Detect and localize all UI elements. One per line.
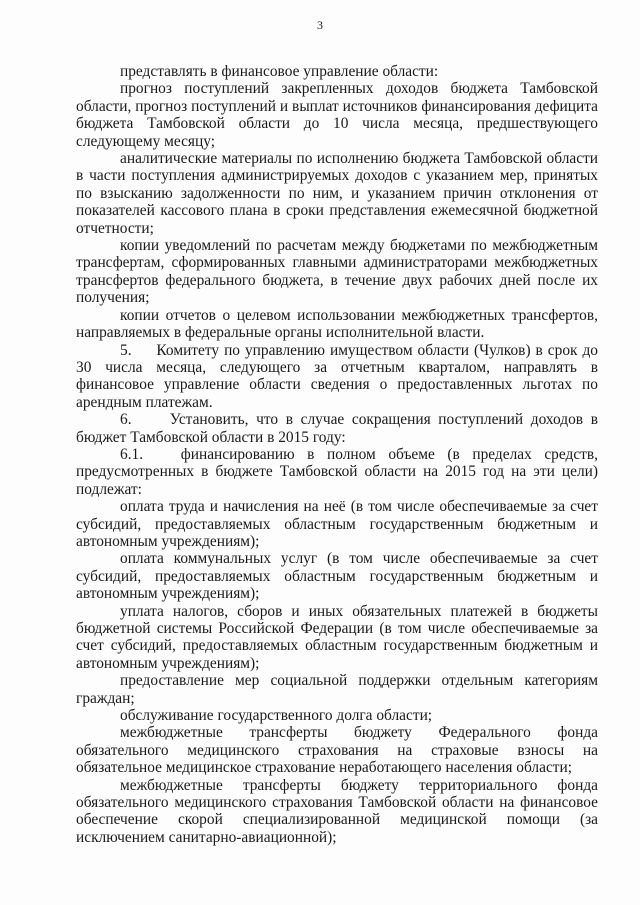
paragraph: копии уведомлений по расчетам между бюджетами по межбюджетным трансфертам, сформированных главными администраторами межбюджетных трансфертов федерального бюджета, в течение двух рабочих дней после их получения; (76, 237, 598, 307)
list-item: обслуживание государственного долга области; (120, 707, 433, 725)
paragraph: прогноз поступлений закрепленных доходов бюджета Тамбовской области, прогноз поступлений и выплат источников финансирования дефицита бюджета Тамбовской области до 10 числа месяца, предшествующего следующему месяцу; (76, 80, 598, 150)
numbered-paragraph-6: 6. Установить, что в случае сокращения поступлений доходов в бюджет Тамбовской области в 2015 году: (76, 411, 598, 446)
paragraph: представлять в финансовое управление области: (120, 63, 439, 80)
document-body (76, 63, 598, 846)
paragraph: копии отчетов о целевом использовании межбюджетных трансфертов, направляемых в федеральные органы исполнительной власти. (76, 306, 598, 342)
list-item: предоставление мер социальной поддержки отдельным категориям граждан; (76, 672, 598, 707)
paragraph: аналитические материалы по исполнению бюджета Тамбовской области в части поступления администрируемых доходов с указанием мер, принятых по взысканию задолженности по ним, и указанием причин отклонения от показателей кассового плана в сроки представления ежемесячной бюджетной отчетности; (76, 150, 598, 237)
numbered-paragraph-6-1: 6.1. финансированию в полном объеме (в пределах средств, предусмотренных в бюджете Тамбовской области на 2015 год на эти цели) подлежат: (76, 445, 598, 498)
list-item: оплата труда и начисления на неё (в том числе обеспечиваемые за счет субсидий, предоставляемых областным государственным бюджетным и автономным учреждениям); (76, 498, 598, 550)
numbered-paragraph-5: 5. Комитету по управлению имуществом области (Чулков) в срок до 30 числа месяца, следующего за отчетным кварталом, направлять в финансовое управление области сведения о предоставленных льготах по арендным платежам. (76, 341, 598, 411)
list-item: оплата коммунальных услуг (в том числе обеспечиваемые за счет субсидий, предоставляемых областным государственным бюджетным и автономным учреждениям); (76, 550, 598, 603)
list-item: межбюджетные трансферты бюджету территориального фонда обязательного медицинского страхования Тамбовской области на финансовое обеспечение скорой специализированной медицинской помощи (за исключением санитарно-авиационной); (76, 776, 598, 846)
list-item: уплата налогов, сборов и иных обязательных платежей в бюджеты бюджетной системы Российской Федерации (в том числе обеспечиваемые за счет субсидий, предоставляемых областным государственным бюджетным и автономным учреждениям); (76, 602, 598, 672)
list-item: межбюджетные трансферты бюджету Федерального фонда обязательного медицинского страхования на страховые взносы на обязательное медицинское страхование неработающего населения области; (76, 724, 598, 777)
page-number: 3 (317, 18, 323, 32)
